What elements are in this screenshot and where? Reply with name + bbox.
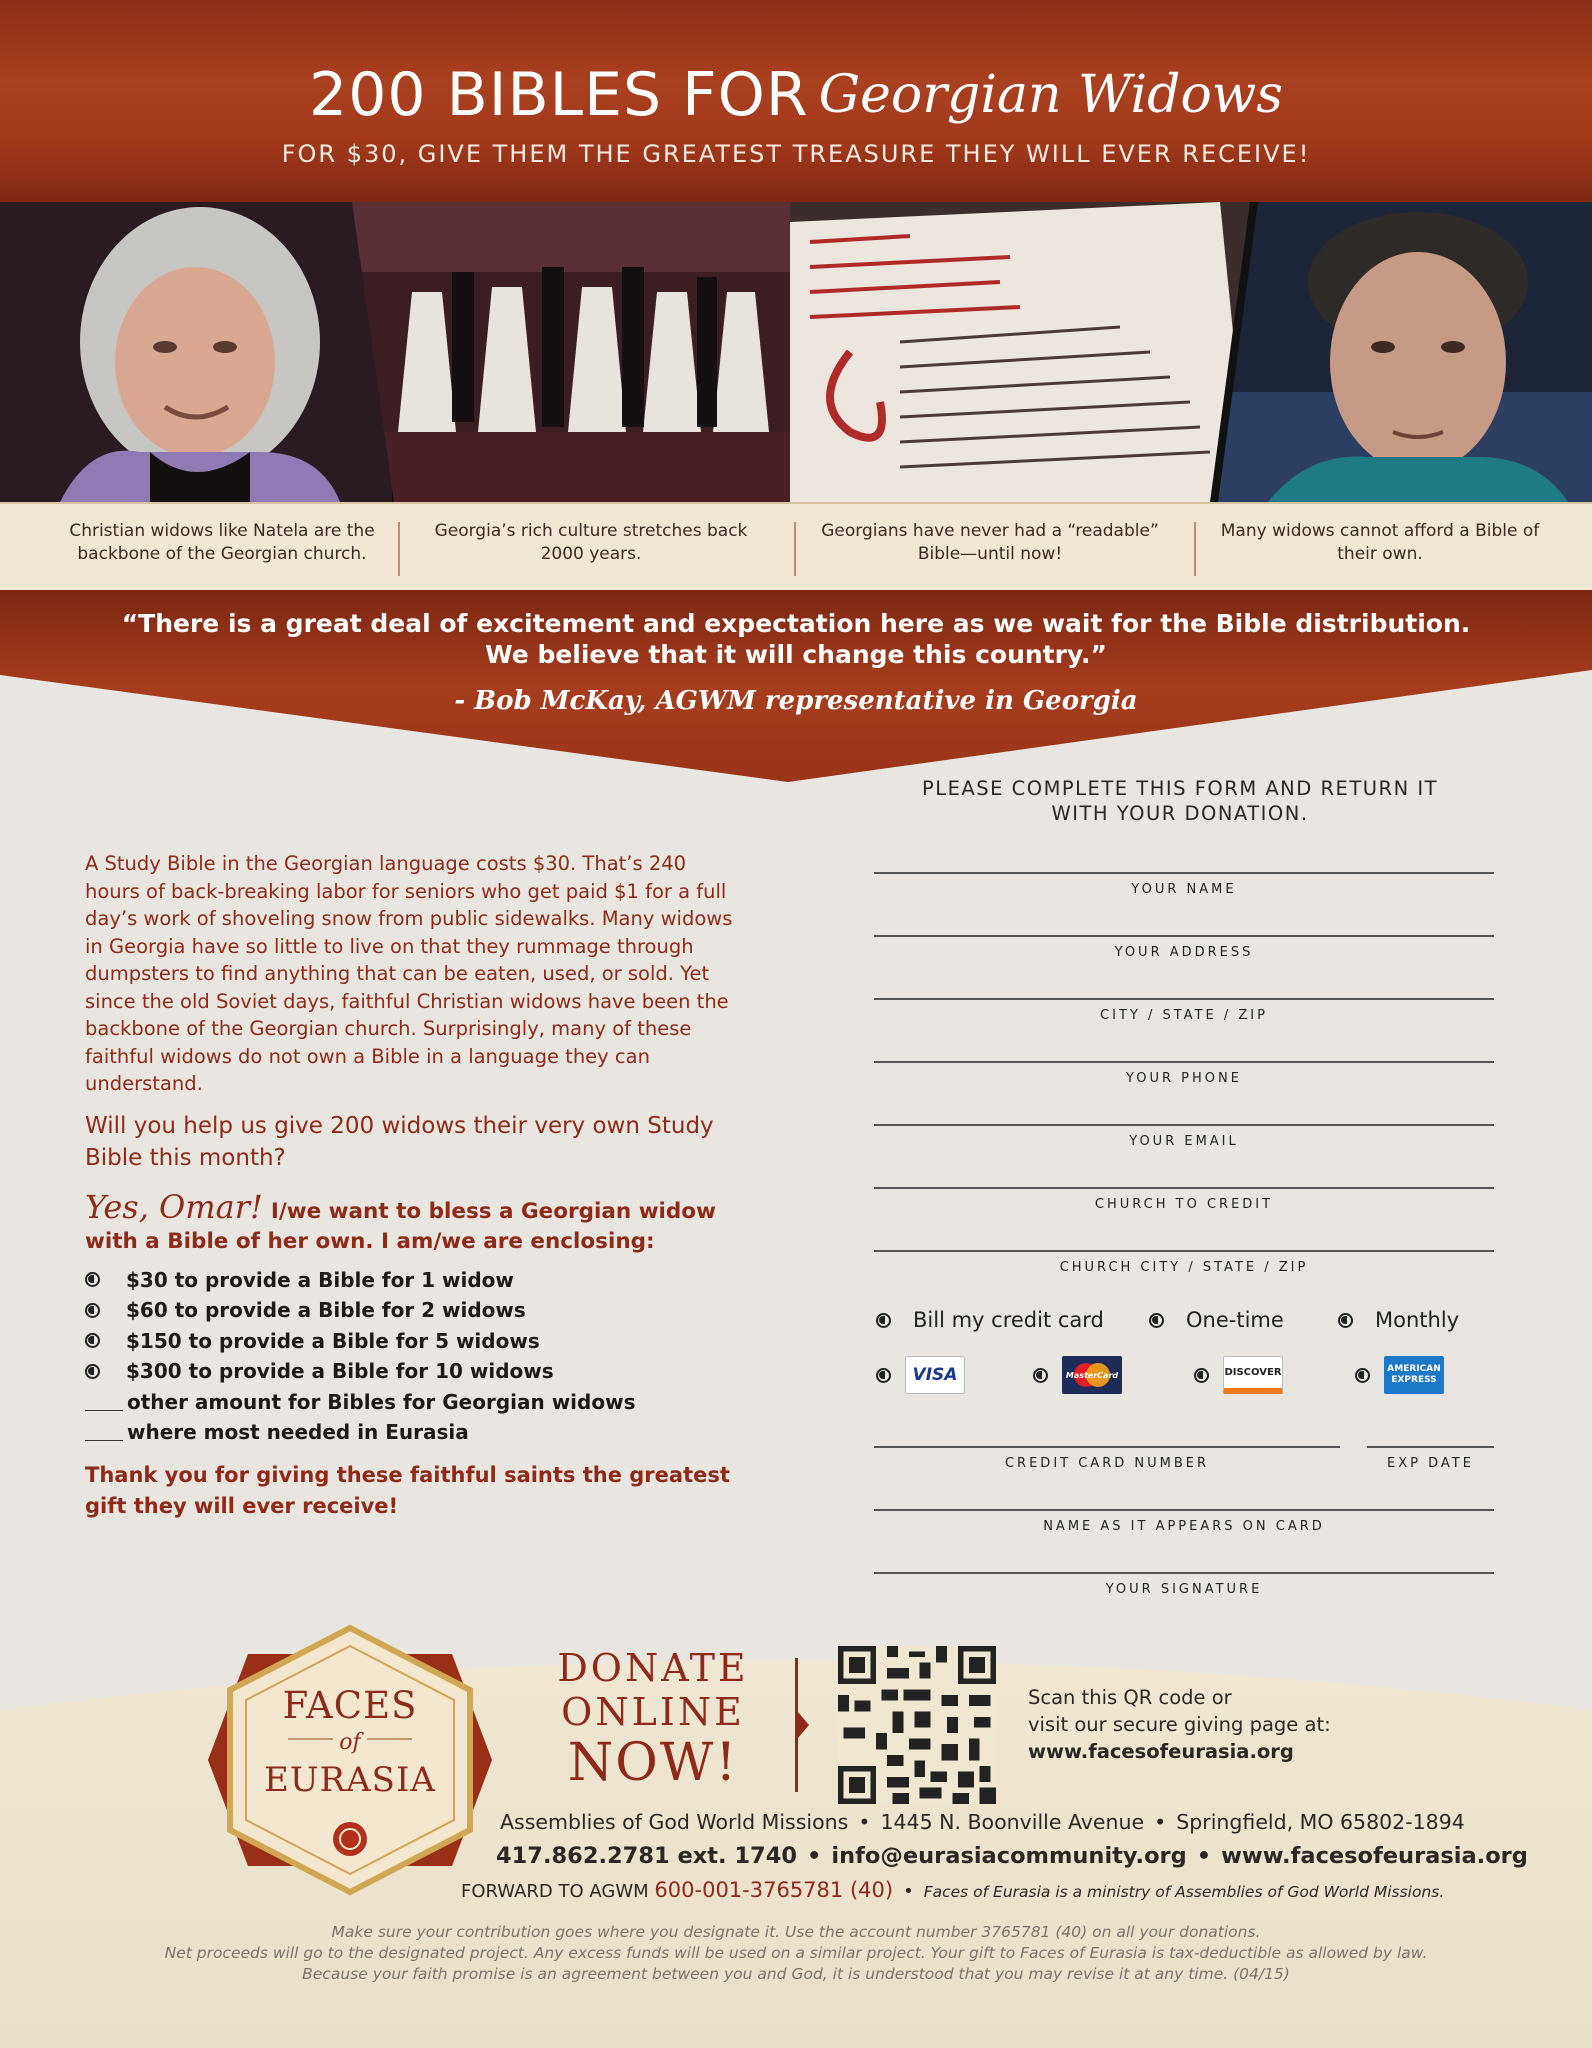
- monthly-option[interactable]: Monthly: [1338, 1308, 1459, 1332]
- quote-attribution: - Bob McKay, AGWM representative in Georgia: [454, 686, 1138, 716]
- mailing-address: Assemblies of God World Missions • 1445 N. Boonville Avenue • Springfield, MO 65802-1894: [500, 1810, 1465, 1834]
- thanks-text: Thank you for giving these faithful saints the greatest gift they will ever receive!: [85, 1462, 730, 1518]
- phone-number[interactable]: 417.862.2781 ext. 1740: [496, 1843, 798, 1869]
- signature-field[interactable]: YOUR SIGNATURE: [874, 1572, 1494, 1612]
- radio-button-icon[interactable]: [85, 1303, 100, 1318]
- church-city-field[interactable]: CHURCH CITY / STATE / ZIP: [874, 1250, 1494, 1290]
- title-script: Georgian Widows: [818, 65, 1283, 125]
- amex-logo-icon: AMERICAN EXPRESS: [1384, 1356, 1444, 1394]
- quote-text: “There is a great deal of excitement and expectation here as we wait for the Bible distribution. We believe that it will change this country.”: [121, 609, 1471, 669]
- yes-text: I/we want to bless a Georgian widow with a Bible of her own. I am/we are enclosing:: [85, 1198, 716, 1254]
- qr-instructions: Scan this QR code or visit our secure giving page at: www.facesofeurasia.org: [1028, 1684, 1358, 1765]
- donate-online-now[interactable]: DONATE ONLINE NOW!: [557, 1646, 749, 1793]
- caption-divider: [1194, 522, 1196, 576]
- qr-code-icon[interactable]: [838, 1646, 996, 1804]
- giving-page-link[interactable]: www.facesofeurasia.org: [1028, 1740, 1294, 1763]
- subtitle: FOR $30, GIVE THEM THE GREATEST TREASURE THEY WILL EVER RECEIVE!: [281, 140, 1311, 168]
- caption-1: Christian widows like Natela are the backbone of the Georgian church.: [69, 521, 375, 564]
- form-title: PLEASE COMPLETE THIS FORM AND RETURN IT WITH YOUR DONATION.: [921, 777, 1439, 825]
- photo-widow-natela: [0, 202, 392, 502]
- address-field[interactable]: YOUR ADDRESS: [874, 935, 1494, 975]
- caption-2: Georgia’s rich culture stretches back 2000 years.: [434, 521, 748, 564]
- yes-line: [85, 1187, 735, 1257]
- caption-divider: [794, 522, 796, 576]
- email-link[interactable]: info@eurasiacommunity.org: [831, 1843, 1187, 1869]
- payment-options: [876, 1308, 1496, 1338]
- gift-option-blank[interactable]: other amount for Bibles for Georgian widows: [85, 1387, 735, 1418]
- blank-line[interactable]: [85, 1423, 123, 1441]
- name-field[interactable]: YOUR NAME: [874, 872, 1494, 912]
- gift-option[interactable]: $300 to provide a Bible for 10 widows: [85, 1356, 735, 1387]
- phone-field[interactable]: YOUR PHONE: [874, 1061, 1494, 1101]
- photo-georgian-manuscript: [790, 202, 1250, 502]
- radio-button-icon[interactable]: [1149, 1313, 1164, 1328]
- visa-option[interactable]: [876, 1356, 965, 1394]
- gift-option[interactable]: $150 to provide a Bible for 5 widows: [85, 1326, 735, 1357]
- church-field[interactable]: CHURCH TO CREDIT: [874, 1187, 1494, 1227]
- name-on-card-field[interactable]: NAME AS IT APPEARS ON CARD: [874, 1509, 1494, 1549]
- account-number: 600-001-3765781 (40): [654, 1878, 894, 1902]
- arrow-right-icon: [798, 1712, 809, 1738]
- caption-4: Many widows cannot afford a Bible of their own.: [1220, 521, 1540, 564]
- radio-button-icon[interactable]: [85, 1272, 100, 1287]
- blank-line[interactable]: [85, 1393, 123, 1411]
- faces-of-eurasia-logo: [208, 1624, 492, 1896]
- discover-option[interactable]: [1194, 1356, 1283, 1394]
- radio-button-icon[interactable]: [85, 1333, 100, 1348]
- mastercard-option[interactable]: [1033, 1356, 1122, 1394]
- gift-option[interactable]: $30 to provide a Bible for 1 widow: [85, 1265, 735, 1296]
- appeal-question: Will you help us give 200 widows their very own Study Bible this month?: [85, 1112, 714, 1171]
- ministry-note: Faces of Eurasia is a ministry of Assemblies of God World Missions.: [923, 1883, 1445, 1901]
- card-options: [876, 1356, 1496, 1396]
- logo-eurasia-text: EURASIA: [264, 1760, 436, 1800]
- photo-widow-hat: [1218, 202, 1592, 502]
- gift-option-blank[interactable]: where most needed in Eurasia: [85, 1417, 735, 1448]
- page-title: [0, 60, 1592, 130]
- forward-line: FORWARD TO AGWM 600-001-3765781 (40) • Faces of Eurasia is a ministry of Assemblies of God World Missions.: [461, 1878, 1445, 1902]
- radio-button-icon[interactable]: [876, 1368, 891, 1383]
- radio-button-icon[interactable]: [85, 1364, 100, 1379]
- yes-script: Yes, Omar!: [85, 1187, 263, 1226]
- fine-print: Make sure your contribution goes where you designate it. Use the account number 3765781 (40) on all your donations. Net proceeds will go to the designated project. Any excess funds will be used on a similar project. Your gift to Faces of Eurasia is tax-deductible as allowed by law. Because your faith promise is an agreement between you and God, it is understood that you may revise it at any time. (04/15): [164, 1923, 1428, 1983]
- discover-logo-icon: DISCOVER: [1223, 1356, 1283, 1394]
- email-field[interactable]: YOUR EMAIL: [874, 1124, 1494, 1164]
- city-state-zip-field[interactable]: CITY / STATE / ZIP: [874, 998, 1494, 1038]
- photo-georgian-dancers: [352, 202, 800, 502]
- mastercard-logo-icon: [1062, 1356, 1122, 1394]
- radio-button-icon[interactable]: [1194, 1368, 1209, 1383]
- card-number-field[interactable]: CREDIT CARD NUMBER: [874, 1446, 1340, 1486]
- radio-button-icon[interactable]: [1033, 1368, 1048, 1383]
- exp-date-field[interactable]: EXP DATE: [1367, 1446, 1494, 1486]
- svg-text:MasterCard: MasterCard: [1065, 1371, 1119, 1380]
- radio-button-icon[interactable]: [1338, 1313, 1353, 1328]
- radio-button-icon[interactable]: [1355, 1368, 1370, 1383]
- photo-captions: [0, 502, 1592, 590]
- title-main: 200 BIBLES FOR: [309, 60, 809, 130]
- logo-faces-text: FACES: [282, 1684, 418, 1727]
- logo-of-text: of: [339, 1730, 361, 1755]
- website-link[interactable]: www.facesofeurasia.org: [1221, 1843, 1528, 1869]
- amex-option[interactable]: [1355, 1356, 1444, 1394]
- contact-line: 417.862.2781 ext. 1740 • info@eurasiacommunity.org • www.facesofeurasia.org: [496, 1843, 1528, 1869]
- bill-credit-card-option[interactable]: Bill my credit card: [876, 1308, 1104, 1332]
- one-time-option[interactable]: One-time: [1149, 1308, 1284, 1332]
- gift-option[interactable]: $60 to provide a Bible for 2 widows: [85, 1295, 735, 1326]
- visa-logo-icon: VISA: [905, 1356, 965, 1394]
- caption-divider: [398, 522, 400, 576]
- gift-options: [85, 1265, 735, 1448]
- appeal-column: [85, 850, 735, 1522]
- photo-strip: [0, 202, 1592, 502]
- header-banner: [0, 0, 1592, 202]
- caption-3: Georgians have never had a “readable” Bible—until now!: [821, 521, 1159, 564]
- appeal-body: A Study Bible in the Georgian language costs $30. That’s 240 hours of back-breaking labor for seniors who get paid $1 for a full day’s work of shoveling snow from public sidewalks. Many widows in Georgia have so little to live on that they rummage through dumpsters to find anything that can be eaten, used, or sold. Yet since the old Soviet days, faithful Christian widows have been the backbone of the Georgian church. Surprisingly, many of these faithful widows do not own a Bible in a language they can understand.: [85, 852, 733, 1095]
- radio-button-icon[interactable]: [876, 1313, 891, 1328]
